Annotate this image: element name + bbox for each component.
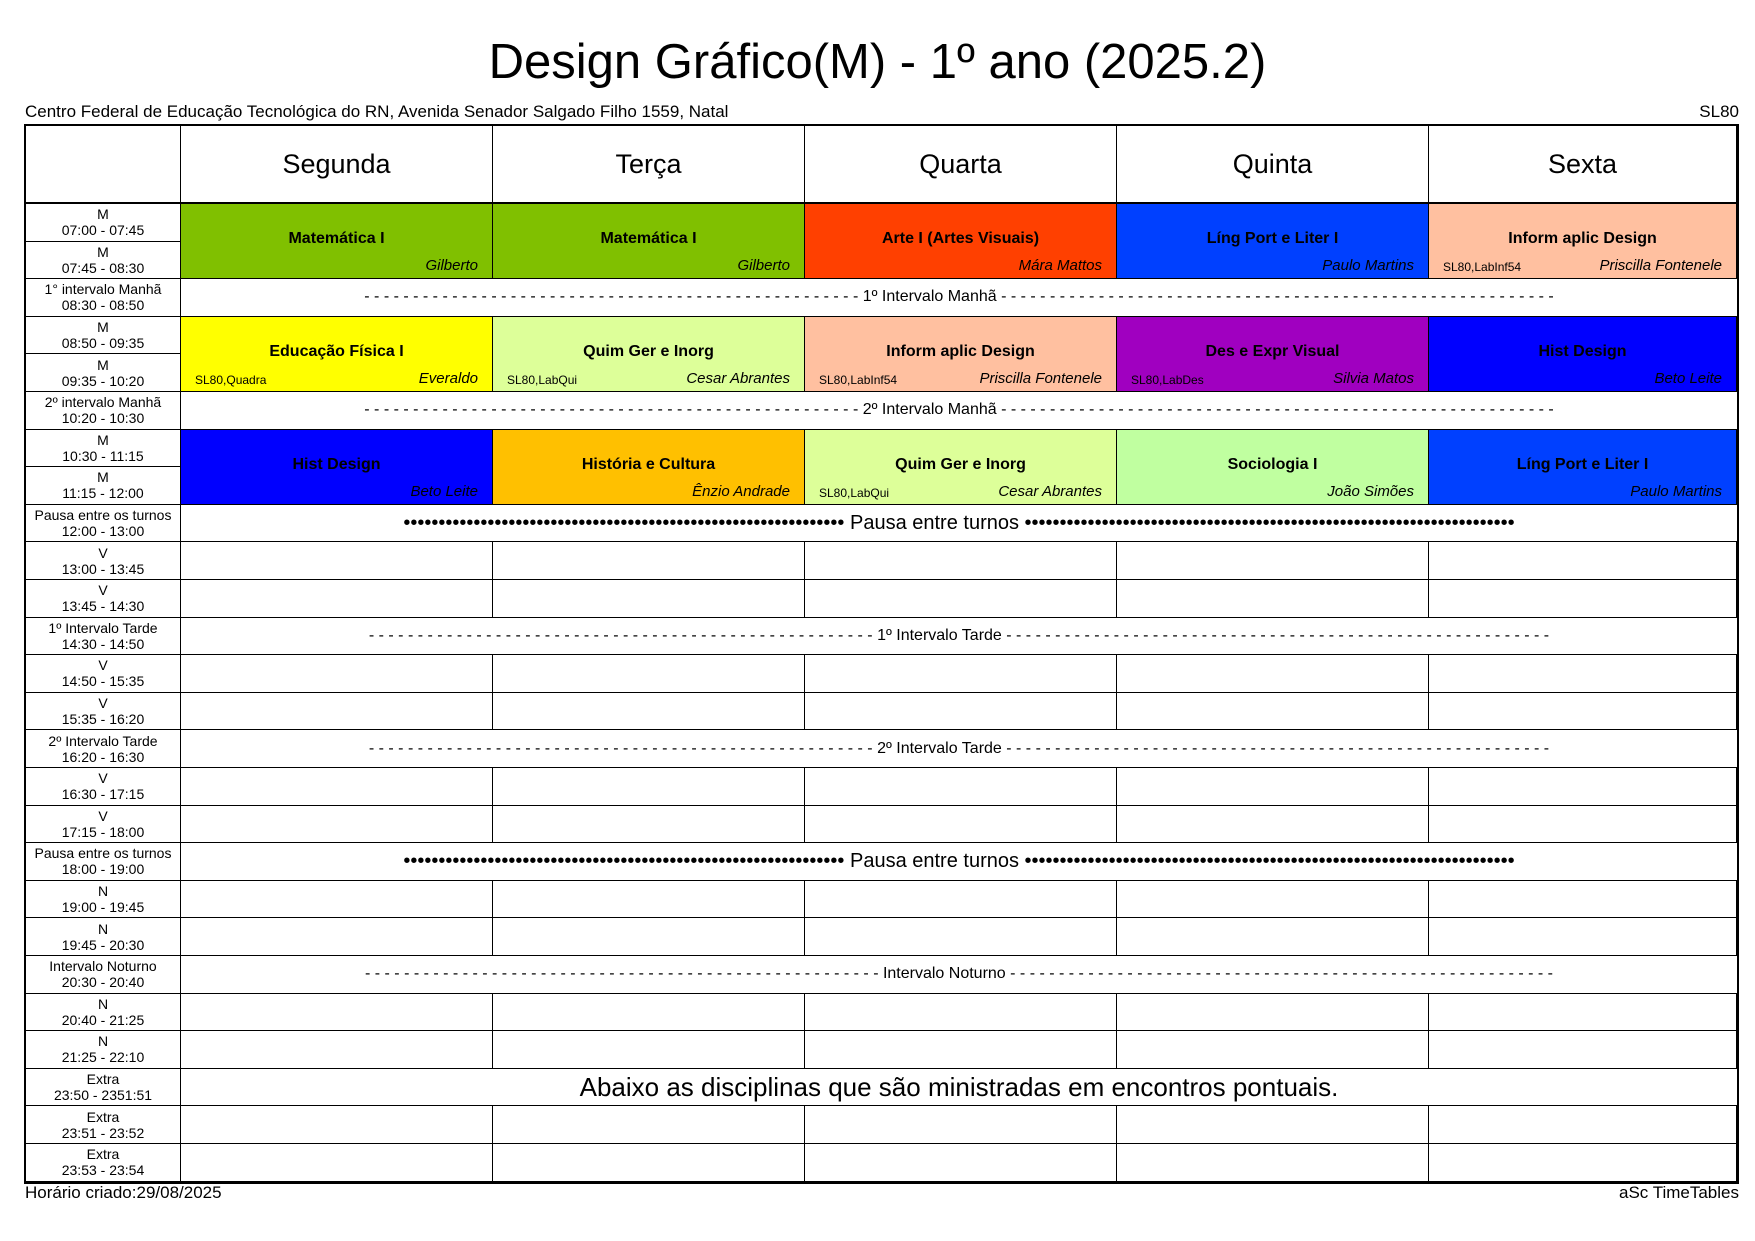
subject-name: Líng Port e Liter I	[1206, 230, 1339, 247]
teacher-name: Gilberto	[425, 257, 478, 275]
lesson-block[interactable]	[1429, 204, 1737, 279]
empty-slot[interactable]	[805, 881, 1117, 919]
slot-label: 2º Intervalo Tarde	[48, 732, 158, 749]
empty-slot[interactable]	[805, 655, 1117, 693]
slot-label: M	[97, 319, 109, 336]
empty-slot[interactable]	[181, 881, 493, 919]
room-label: SL80,Quadra	[195, 372, 267, 387]
time-slot	[26, 542, 181, 580]
slot-time: 21:25 - 22:10	[61, 1049, 145, 1066]
break-band	[181, 730, 1737, 768]
teacher-name: Cesar Abrantes	[686, 369, 790, 387]
empty-slot[interactable]	[1429, 918, 1737, 956]
time-slot	[26, 1069, 181, 1107]
time-slot	[26, 693, 181, 731]
band-label: - - - - - - - - - - - - - - - - - - - - - - - - - - - - - - - - - - - - - - - - - - - - - - - - - - - 2º Intervalo Manhã - - - - - - - - - - - - - - - - - - - - - - - - - - - - - - - - - - - - - - - - - - - - - - - - - - - - - - - - -	[364, 401, 1554, 419]
lesson-block[interactable]	[1117, 204, 1429, 279]
subject-name: História e Cultura	[581, 455, 716, 473]
teacher-name: Mára Mattos	[1018, 257, 1102, 275]
empty-slot[interactable]	[1429, 994, 1737, 1032]
empty-slot[interactable]	[1429, 1106, 1737, 1144]
slot-label: 2º intervalo Manhã	[44, 394, 162, 411]
teacher-name: Cesar Abrantes	[998, 482, 1102, 500]
empty-slot[interactable]	[805, 1106, 1117, 1144]
time-slot	[26, 580, 181, 618]
empty-slot[interactable]	[181, 1031, 493, 1069]
empty-slot[interactable]	[181, 693, 493, 731]
subject-name: Des e Expr Visual	[1205, 342, 1340, 360]
empty-slot[interactable]	[493, 693, 805, 731]
empty-slot[interactable]	[493, 994, 805, 1032]
empty-slot[interactable]	[1429, 768, 1737, 806]
slot-label: M	[97, 206, 109, 223]
time-slot	[26, 1106, 181, 1144]
slot-time: 18:00 - 19:00	[61, 861, 145, 878]
slot-label: N	[97, 1033, 109, 1050]
break-band	[181, 505, 1737, 543]
time-slot	[26, 918, 181, 956]
empty-slot[interactable]	[493, 580, 805, 618]
slot-time: 23:50 - 2351:51	[53, 1087, 153, 1104]
lesson-block[interactable]	[493, 317, 805, 392]
slot-time: 14:50 - 15:35	[61, 673, 145, 690]
break-band	[181, 392, 1737, 430]
break-band	[181, 279, 1737, 317]
day-header	[1117, 126, 1429, 204]
band-label: ••••••••••••••••••••••••••••••••••••••••••••••••••••••••••••••• Pausa entre turnos ••••••••••••••••••••••••••••••••••••••••••••••••••••••••••••••••••••••	[403, 849, 1515, 872]
room-label: SL80,LabQui	[507, 372, 578, 387]
empty-slot[interactable]	[181, 655, 493, 693]
empty-slot[interactable]	[1117, 768, 1429, 806]
room-label: SL80,LabInf54	[1443, 260, 1522, 275]
break-band	[181, 1069, 1737, 1107]
time-slot	[26, 956, 181, 994]
slot-label: 1° intervalo Manhã	[44, 281, 162, 298]
slot-time: 14:30 - 14:50	[61, 635, 145, 652]
empty-slot[interactable]	[493, 1106, 805, 1144]
slot-time: 16:30 - 17:15	[61, 786, 145, 803]
time-slot	[26, 242, 181, 280]
day-label: Segunda	[282, 148, 391, 179]
time-slot	[26, 1031, 181, 1069]
time-slot	[26, 881, 181, 919]
subject-name: Líng Port e Liter I	[1516, 455, 1649, 473]
slot-time: 20:30 - 20:40	[61, 974, 145, 991]
slot-label: Extra	[86, 1071, 120, 1088]
empty-slot[interactable]	[805, 806, 1117, 844]
empty-slot[interactable]	[181, 918, 493, 956]
time-slot	[26, 768, 181, 806]
subject-name: Inform aplic Design	[886, 342, 1035, 360]
subject-name: Matemática I	[288, 230, 385, 247]
time-slot	[26, 467, 181, 505]
slot-label: V	[98, 582, 108, 599]
lesson-block[interactable]	[1429, 430, 1737, 505]
teacher-name: Priscilla Fontenele	[979, 369, 1102, 387]
time-slot	[26, 618, 181, 656]
empty-slot[interactable]	[493, 768, 805, 806]
day-header	[181, 126, 493, 204]
empty-slot[interactable]	[1117, 1106, 1429, 1144]
slot-label: V	[98, 657, 108, 674]
band-label: Abaixo as disciplinas que são ministradas em encontros pontuais.	[579, 1071, 1339, 1102]
empty-slot[interactable]	[1429, 580, 1737, 618]
slot-label: Intervalo Noturno	[49, 958, 157, 975]
empty-slot[interactable]	[1429, 1144, 1737, 1182]
teacher-name: Everaldo	[418, 369, 478, 387]
break-band	[181, 618, 1737, 656]
band-label: - - - - - - - - - - - - - - - - - - - - - - - - - - - - - - - - - - - - - - - - - - - - - - - - - - - - 2º Intervalo Tarde - - - - - - - - - - - - - - - - - - - - - - - - - - - - - - - - - - - - - - - - - - - - - - - - - - - - - - - -	[368, 739, 1550, 757]
day-label: Quarta	[919, 148, 1002, 179]
slot-label: V	[98, 770, 108, 787]
teacher-name: Silvia Matos	[1333, 369, 1414, 387]
slot-time: 08:30 - 08:50	[61, 297, 145, 314]
subject-name: Quim Ger e Inorg	[895, 455, 1026, 473]
subject-name: Inform aplic Design	[1508, 230, 1657, 247]
teacher-name: Beto Leite	[410, 482, 478, 500]
empty-slot[interactable]	[805, 580, 1117, 618]
slot-time: 11:15 - 12:00	[62, 485, 144, 502]
lesson-block[interactable]	[181, 430, 493, 505]
day-header	[1429, 126, 1737, 204]
teacher-name: Gilberto	[737, 257, 790, 275]
room-label: SL80,LabInf54	[819, 372, 898, 387]
slot-label: M	[97, 243, 109, 260]
teacher-name: Paulo Martins	[1630, 482, 1722, 500]
time-slot	[26, 994, 181, 1032]
empty-slot[interactable]	[1117, 881, 1429, 919]
day-header	[493, 126, 805, 204]
subject-name: Educação Física I	[269, 342, 404, 360]
slot-label: M	[97, 469, 109, 486]
slot-label: Extra	[86, 1108, 120, 1125]
empty-slot[interactable]	[805, 768, 1117, 806]
time-slot	[26, 354, 181, 392]
slot-time: 10:20 - 10:30	[61, 410, 145, 427]
empty-slot[interactable]	[1117, 1144, 1429, 1182]
empty-slot[interactable]	[1429, 655, 1737, 693]
empty-slot[interactable]	[805, 542, 1117, 580]
slot-label: Pausa entre os turnos	[34, 507, 172, 524]
time-slot	[26, 1144, 181, 1182]
empty-slot[interactable]	[1117, 1031, 1429, 1069]
day-label: Sexta	[1547, 148, 1618, 179]
slot-time: 09:35 - 10:20	[61, 372, 145, 389]
slot-time: 20:40 - 21:25	[61, 1011, 145, 1028]
lesson-block[interactable]	[493, 430, 805, 505]
slot-label: M	[97, 431, 109, 448]
time-slot	[26, 730, 181, 768]
slot-time: 23:51 - 23:52	[61, 1124, 145, 1141]
band-label: - - - - - - - - - - - - - - - - - - - - - - - - - - - - - - - - - - - - - - - - - - - - - - - - - - - - - Intervalo Noturno - - - - - - - - - - - - - - - - - - - - - - - - - - - - - - - - - - - - - - - - - - - - - - - - - - - - - - - -	[364, 965, 1554, 983]
lesson-block[interactable]	[1117, 430, 1429, 505]
lesson-block[interactable]	[181, 204, 493, 279]
slot-label: N	[97, 995, 109, 1012]
empty-slot[interactable]	[1117, 806, 1429, 844]
empty-slot[interactable]	[493, 1031, 805, 1069]
teacher-name: Beto Leite	[1654, 369, 1722, 387]
slot-time: 08:50 - 09:35	[61, 335, 145, 352]
slot-time: 17:15 - 18:00	[61, 823, 145, 840]
room-code: SL80	[1699, 102, 1739, 121]
break-band	[181, 956, 1737, 994]
slot-label: N	[97, 920, 109, 937]
slot-time: 15:35 - 16:20	[61, 711, 145, 728]
slot-label: V	[98, 695, 108, 712]
room-label: SL80,LabDes	[1131, 372, 1204, 387]
empty-slot[interactable]	[1429, 806, 1737, 844]
room-label: SL80,LabQui	[819, 485, 890, 500]
lesson-block[interactable]	[493, 204, 805, 279]
subject-name: Hist Design	[292, 455, 381, 473]
empty-slot[interactable]	[1117, 693, 1429, 731]
lesson-block[interactable]	[805, 204, 1117, 279]
empty-slot[interactable]	[1117, 542, 1429, 580]
teacher-name: Paulo Martins	[1322, 257, 1414, 275]
empty-slot[interactable]	[1429, 881, 1737, 919]
time-slot	[26, 279, 181, 317]
slot-time: 07:00 - 07:45	[61, 222, 145, 239]
slot-label: Pausa entre os turnos	[34, 845, 172, 862]
slot-time: 19:00 - 19:45	[61, 899, 145, 916]
empty-slot[interactable]	[805, 994, 1117, 1032]
slot-time: 16:20 - 16:30	[61, 748, 145, 765]
day-label: Terça	[615, 148, 682, 179]
slot-time: 07:45 - 08:30	[61, 259, 145, 276]
time-slot	[26, 392, 181, 430]
time-slot	[26, 430, 181, 468]
day-header	[805, 126, 1117, 204]
created-date: Horário criado:29/08/2025	[25, 1183, 222, 1202]
empty-slot[interactable]	[181, 542, 493, 580]
break-band	[181, 843, 1737, 881]
school-address: Centro Federal de Educação Tecnológica do RN, Avenida Senador Salgado Filho 1559, Natal	[25, 102, 729, 121]
band-label: ••••••••••••••••••••••••••••••••••••••••••••••••••••••••••••••• Pausa entre turnos ••••••••••••••••••••••••••••••••••••••••••••••••••••••••••••••••••••••	[403, 511, 1515, 534]
empty-slot[interactable]	[493, 1144, 805, 1182]
slot-time: 19:45 - 20:30	[61, 936, 145, 953]
slot-label: V	[98, 807, 108, 824]
time-slot	[26, 204, 181, 242]
lesson-block[interactable]	[181, 317, 493, 392]
empty-slot[interactable]	[1429, 542, 1737, 580]
band-label: - - - - - - - - - - - - - - - - - - - - - - - - - - - - - - - - - - - - - - - - - - - - - - - - - - - 1º Intervalo Manhã - - - - - - - - - - - - - - - - - - - - - - - - - - - - - - - - - - - - - - - - - - - - - - - - - - - - - - - - -	[364, 288, 1554, 306]
slot-label: V	[98, 544, 108, 561]
slot-label: N	[97, 883, 109, 900]
empty-slot[interactable]	[493, 881, 805, 919]
lesson-block[interactable]	[805, 430, 1117, 505]
empty-slot[interactable]	[493, 542, 805, 580]
slot-label: 1º Intervalo Tarde	[48, 619, 158, 636]
empty-slot[interactable]	[805, 918, 1117, 956]
slot-time: 12:00 - 13:00	[61, 523, 145, 540]
empty-slot[interactable]	[1117, 580, 1429, 618]
slot-time: 10:30 - 11:15	[62, 447, 144, 464]
empty-slot[interactable]	[181, 1144, 493, 1182]
slot-label: Extra	[86, 1146, 120, 1163]
subject-name: Arte I (Artes Visuais)	[881, 230, 1040, 247]
time-slot	[26, 655, 181, 693]
empty-slot[interactable]	[181, 768, 493, 806]
empty-slot[interactable]	[1429, 1031, 1737, 1069]
empty-slot[interactable]	[181, 580, 493, 618]
slot-time: 13:00 - 13:45	[61, 560, 145, 577]
empty-slot[interactable]	[805, 693, 1117, 731]
empty-slot[interactable]	[181, 1106, 493, 1144]
time-slot	[26, 843, 181, 881]
empty-slot[interactable]	[805, 1144, 1117, 1182]
corner-cell	[26, 126, 181, 204]
time-slot	[26, 505, 181, 543]
band-label: - - - - - - - - - - - - - - - - - - - - - - - - - - - - - - - - - - - - - - - - - - - - - - - - - - - - 1º Intervalo Tarde - - - - - - - - - - - - - - - - - - - - - - - - - - - - - - - - - - - - - - - - - - - - - - - - - - - - - - - -	[368, 626, 1550, 644]
day-label: Quinta	[1232, 148, 1313, 179]
empty-slot[interactable]	[1117, 655, 1429, 693]
empty-slot[interactable]	[181, 806, 493, 844]
slot-time: 23:53 - 23:54	[61, 1162, 145, 1179]
slot-time: 13:45 - 14:30	[61, 598, 145, 615]
lesson-block[interactable]	[805, 317, 1117, 392]
empty-slot[interactable]	[181, 994, 493, 1032]
subject-name: Sociologia I	[1227, 455, 1318, 473]
empty-slot[interactable]	[493, 918, 805, 956]
slot-label: M	[97, 356, 109, 373]
time-slot	[26, 806, 181, 844]
subject-name: Hist Design	[1538, 342, 1627, 360]
page-title: Design Gráfico(M) - 1º ano (2025.2)	[488, 35, 1267, 89]
lesson-block[interactable]	[1429, 317, 1737, 392]
empty-slot[interactable]	[493, 655, 805, 693]
empty-slot[interactable]	[1429, 693, 1737, 731]
empty-slot[interactable]	[1117, 994, 1429, 1032]
teacher-name: Ênzio Andrade	[692, 482, 790, 500]
lesson-block[interactable]	[1117, 317, 1429, 392]
subject-name: Matemática I	[600, 230, 697, 247]
subject-name: Quim Ger e Inorg	[583, 342, 714, 360]
teacher-name: João Simões	[1327, 482, 1414, 500]
teacher-name: Priscilla Fontenele	[1599, 257, 1722, 275]
empty-slot[interactable]	[805, 1031, 1117, 1069]
empty-slot[interactable]	[493, 806, 805, 844]
time-slot	[26, 317, 181, 355]
empty-slot[interactable]	[1117, 918, 1429, 956]
software-credit: aSc TimeTables	[1619, 1183, 1739, 1202]
timetable-grid	[24, 124, 1739, 1184]
